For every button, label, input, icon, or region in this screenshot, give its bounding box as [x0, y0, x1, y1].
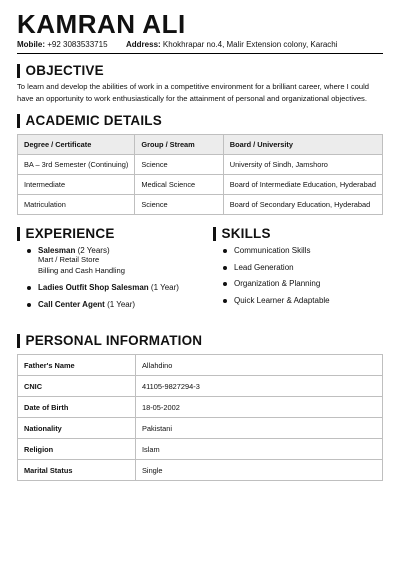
job-title: Salesman [38, 246, 76, 255]
list-item [26, 283, 179, 292]
personal-title: PERSONAL INFORMATION [25, 333, 203, 348]
field-value: Pakistani [136, 418, 383, 439]
table-row [18, 397, 383, 418]
mobile-label: Mobile: [17, 40, 45, 49]
academic-header-board: Board / University [223, 135, 382, 155]
personal-heading [17, 333, 202, 348]
field-label: CNIC [18, 376, 136, 397]
job-duration: (1 Year) [150, 283, 179, 292]
field-value: 41105-9827294-3 [136, 376, 383, 397]
group-cell: Medical Science [135, 175, 223, 195]
list-item: Communication Skills [222, 246, 330, 263]
table-row [18, 418, 383, 439]
group-cell: Science [135, 155, 223, 175]
objective-heading [17, 63, 104, 78]
experience-list [26, 246, 179, 309]
header-divider [17, 53, 383, 54]
list-item: Organization & Planning [222, 279, 330, 296]
heading-bar [17, 227, 20, 241]
job-detail: Billing and Cash Handling [38, 265, 125, 275]
skills-list [222, 246, 330, 312]
group-cell: Science [135, 195, 223, 215]
degree-cell: Intermediate [18, 175, 135, 195]
field-value: Allahdino [136, 355, 383, 376]
skills-heading [213, 226, 271, 241]
objective-title: OBJECTIVE [25, 63, 104, 78]
job-duration: (2 Years) [77, 246, 110, 255]
board-cell: Board of Secondary Education, Hyderabad [223, 195, 382, 215]
table-row [18, 195, 383, 215]
table-row [18, 355, 383, 376]
academic-title: ACADEMIC DETAILS [25, 113, 162, 128]
field-value: Islam [136, 439, 383, 460]
field-value: 18-05-2002 [136, 397, 383, 418]
academic-table [17, 134, 383, 215]
list-item [26, 300, 179, 309]
address-label: Address: [126, 40, 161, 49]
board-cell: University of Sindh, Jamshoro [223, 155, 382, 175]
list-item [26, 246, 179, 276]
job-title: Ladies Outfit Shop Salesman [38, 283, 149, 292]
personal-table [17, 354, 383, 481]
experience-title: EXPERIENCE [25, 226, 115, 241]
heading-bar [213, 227, 216, 241]
candidate-name: KAMRAN ALI [17, 9, 186, 39]
heading-bar [17, 334, 20, 348]
heading-bar [17, 64, 20, 78]
table-row [18, 376, 383, 397]
job-detail: Mart / Retail Store [38, 255, 100, 264]
academic-header-degree: Degree / Certificate [18, 135, 135, 155]
list-item: Lead Generation [222, 263, 330, 280]
field-label: Date of Birth [18, 397, 136, 418]
field-label: Marital Status [18, 460, 136, 481]
academic-header-group: Group / Stream [135, 135, 223, 155]
job-duration: (1 Year) [107, 300, 136, 309]
experience-heading [17, 226, 115, 241]
job-title: Call Center Agent [38, 300, 105, 309]
list-item: Quick Learner & Adaptable [222, 296, 330, 313]
academic-header-row [18, 135, 383, 155]
skills-title: SKILLS [221, 226, 271, 241]
degree-cell: Matriculation [18, 195, 135, 215]
table-row [18, 155, 383, 175]
table-row [18, 439, 383, 460]
field-label: Father's Name [18, 355, 136, 376]
table-row [18, 460, 383, 481]
table-row [18, 175, 383, 195]
board-cell: Board of Intermediate Education, Hyderabad [223, 175, 382, 195]
address-value: Khokhrapar no.4, Malir Extension colony, Karachi [162, 40, 338, 49]
field-label: Religion [18, 439, 136, 460]
objective-text: To learn and develop the abilities of work in a competitive environment for a brilliant career, where I could have an opportunity to work enthusiastically for the attainment of personal and organizational objectives. [17, 82, 370, 103]
academic-heading [17, 113, 162, 128]
mobile-value: +92 3083533715 [47, 40, 108, 49]
contact-line [17, 40, 338, 49]
heading-bar [17, 114, 20, 128]
field-label: Nationality [18, 418, 136, 439]
field-value: Single [136, 460, 383, 481]
degree-cell: BA – 3rd Semester (Continuing) [18, 155, 135, 175]
